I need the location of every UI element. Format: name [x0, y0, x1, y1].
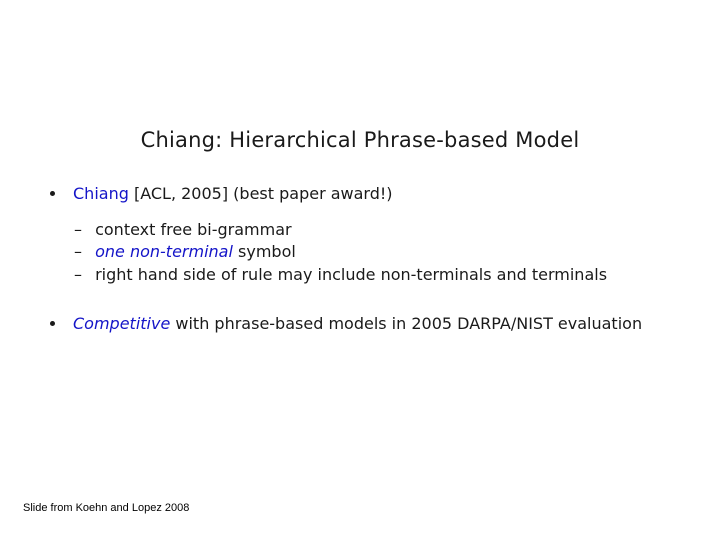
bullet-text: [73, 314, 642, 333]
slide-credit: Slide from Koehn and Lopez 2008: [23, 502, 190, 514]
slide-title: Chiang: Hierarchical Phrase-based Model: [140, 128, 580, 152]
author-name: Chiang: [73, 184, 129, 203]
subbullet-nonterminal: [74, 242, 296, 261]
citation: [ACL, 2005]: [133, 184, 229, 203]
bullet-rest-text: with phrase-based models in 2005 DARPA/NIST evaluation: [175, 314, 643, 333]
bullet-dot: [50, 321, 55, 326]
subbullet-text: context free bi-grammar: [95, 220, 292, 239]
subbullet-grammar: [74, 220, 292, 239]
dash: –: [74, 220, 82, 239]
dash: –: [74, 242, 82, 261]
award-note: (best paper award!): [233, 184, 393, 203]
emphasis-text: one non-terminal: [95, 242, 233, 261]
subbullet-rule: [74, 265, 607, 284]
dash: –: [74, 265, 82, 284]
emphasis-text: Competitive: [73, 314, 171, 333]
bullet-text: [73, 184, 393, 203]
subbullet-text: right hand side of rule may include non-terminals and terminals: [95, 265, 608, 284]
bullet-dot: [50, 191, 55, 196]
subbullet-text: symbol: [238, 242, 296, 261]
